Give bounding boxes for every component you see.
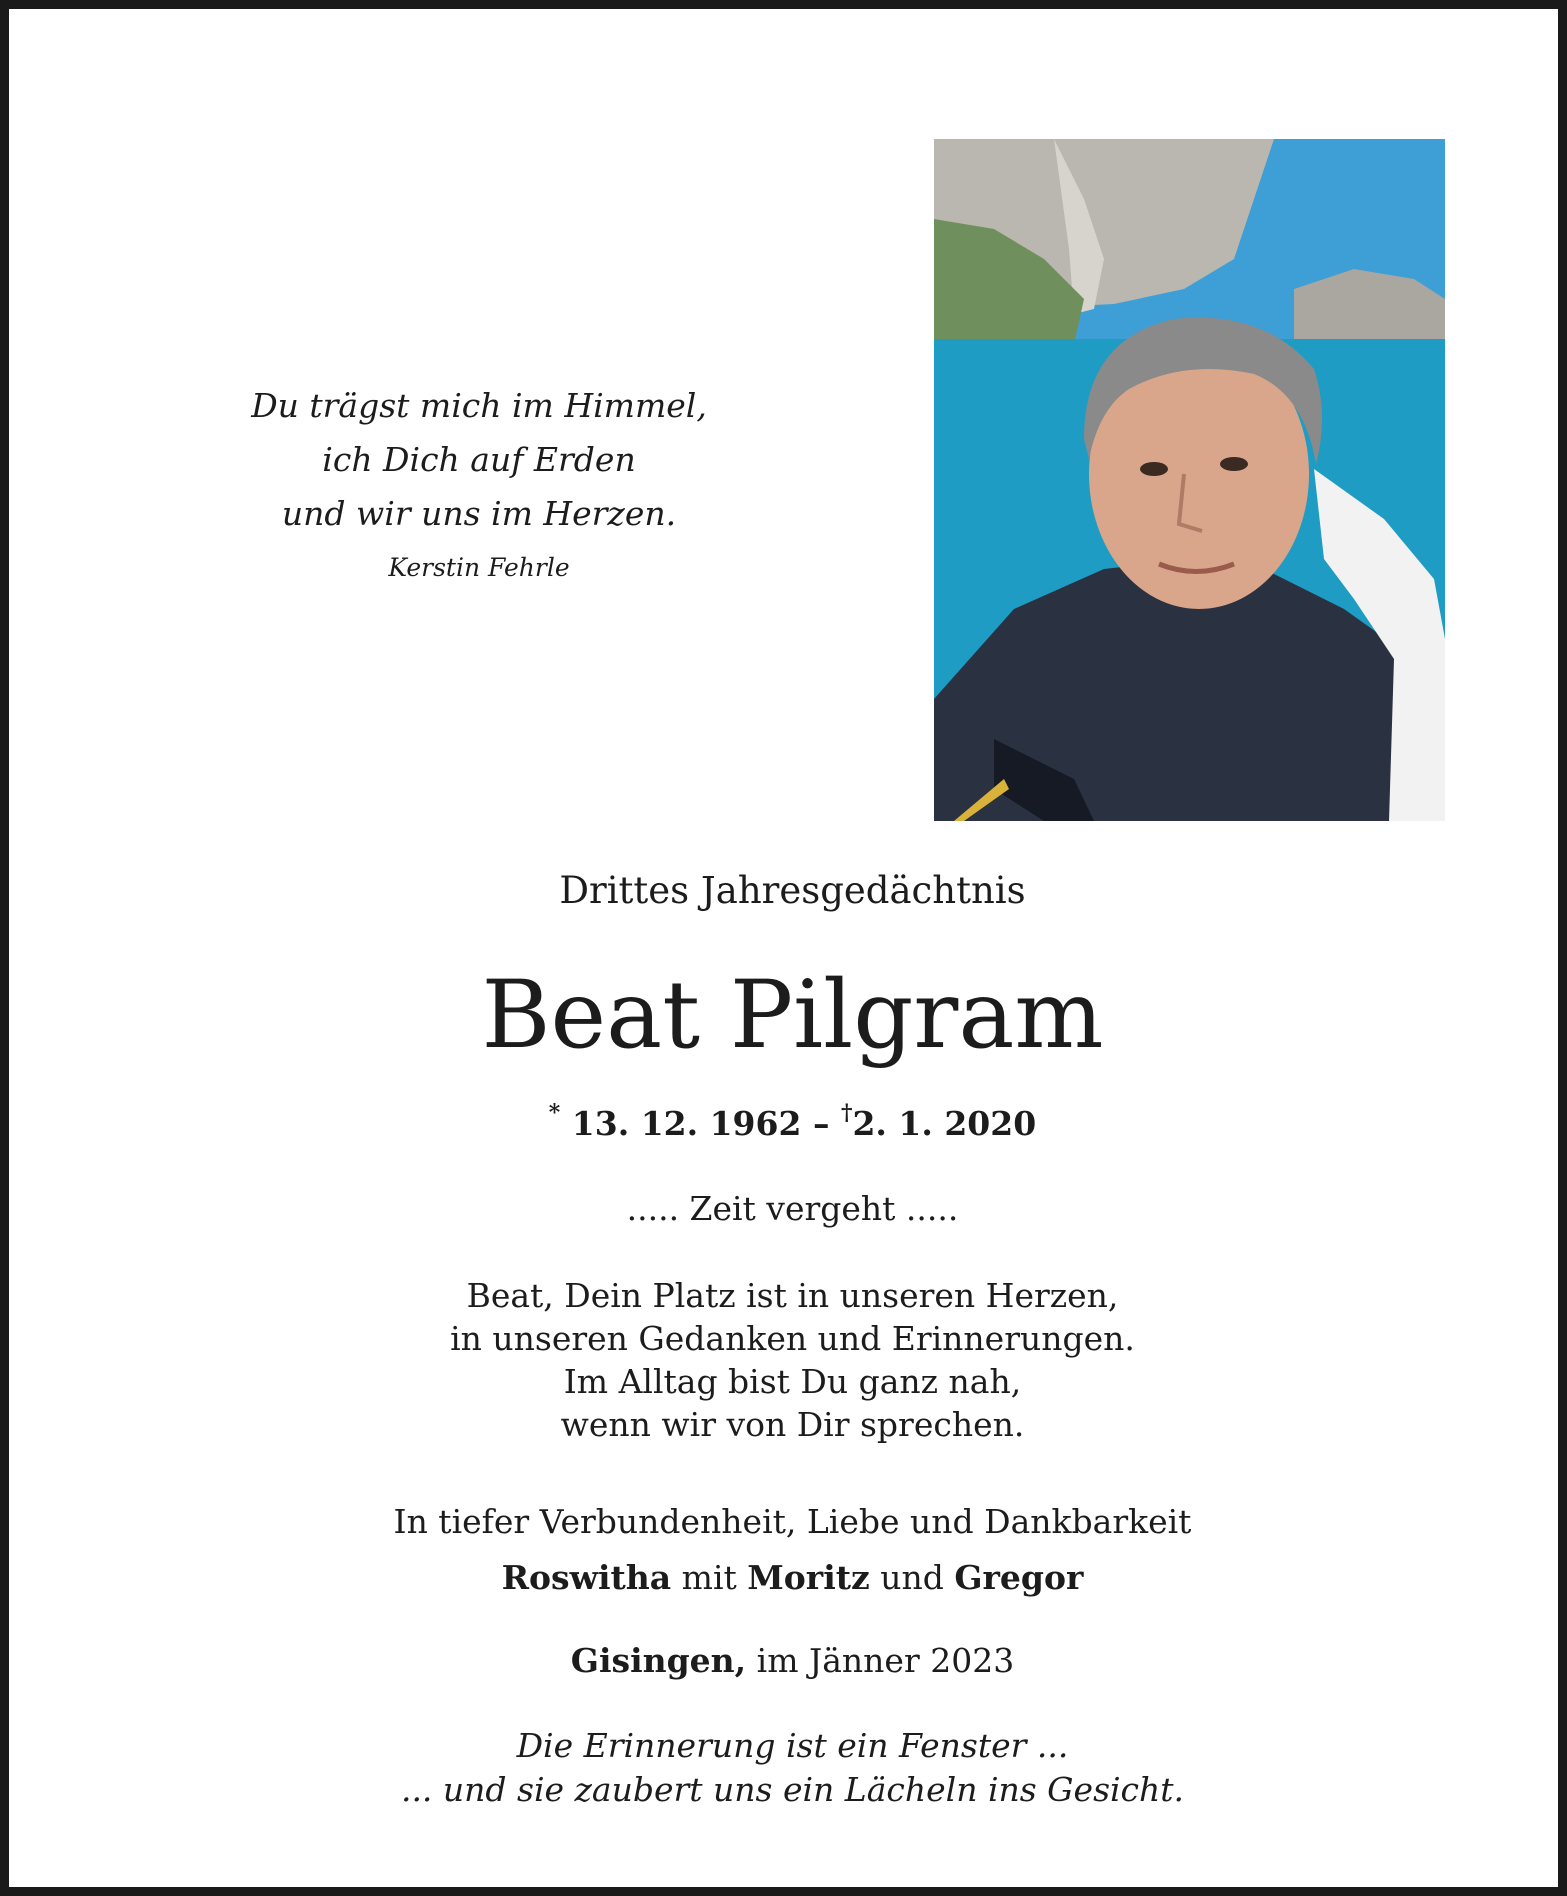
deceased-name: Beat Pilgram <box>481 961 1104 1070</box>
birth-date: 13. 12. 1962 <box>571 1104 802 1143</box>
birth-symbol: * <box>548 1100 561 1126</box>
death-date: 2. 1. 2020 <box>852 1104 1037 1143</box>
place-town: Gisingen, <box>570 1641 747 1680</box>
mourner-conjunction: mit <box>681 1558 737 1597</box>
anniversary-subtitle: Drittes Jahresgedächtnis <box>559 869 1026 912</box>
closing-quote-line: Die Erinnerung ist ein Fenster ... <box>516 1726 1069 1765</box>
time-passes-line: ..... Zeit vergeht ..... <box>626 1189 959 1228</box>
death-symbol: † <box>840 1100 853 1126</box>
place-and-date <box>9 1641 1567 1680</box>
quote-author: Kerstin Fehrle <box>388 553 570 582</box>
memorial-poem <box>9 1274 1567 1446</box>
mourner-conjunction: und <box>880 1558 944 1597</box>
closing-signature <box>9 1494 1567 1606</box>
closing-quote <box>9 1724 1567 1812</box>
date-separator: – <box>812 1104 830 1143</box>
mourner-name: Roswitha <box>501 1558 672 1597</box>
portrait-photo <box>934 139 1445 821</box>
poem-line: Im Alltag bist Du ganz nah, <box>563 1362 1022 1401</box>
quote-line: ich Dich auf Erden <box>322 440 636 479</box>
photo-eye-left <box>1140 462 1168 476</box>
quote-line: und wir uns im Herzen. <box>281 494 677 533</box>
opening-quote <box>209 379 749 582</box>
poem-line: wenn wir von Dir sprechen. <box>560 1405 1025 1444</box>
poem-line: Beat, Dein Platz ist in unseren Herzen, <box>466 1276 1119 1315</box>
closing-quote-line: ... und sie zaubert uns ein Lächeln ins Gesicht. <box>400 1770 1185 1809</box>
mourner-name: Gregor <box>954 1558 1084 1597</box>
mourners-line <box>9 1550 1567 1606</box>
life-dates <box>9 1100 1567 1143</box>
photo-eye-right <box>1220 457 1248 471</box>
portrait-illustration <box>934 139 1445 821</box>
closing-line: In tiefer Verbundenheit, Liebe und Dankbarkeit <box>393 1502 1192 1541</box>
mourner-name: Moritz <box>747 1558 870 1597</box>
place-date: im Jänner 2023 <box>756 1641 1015 1680</box>
quote-line: Du trägst mich im Himmel, <box>251 386 707 425</box>
poem-line: in unseren Gedanken und Erinnerungen. <box>450 1319 1135 1358</box>
